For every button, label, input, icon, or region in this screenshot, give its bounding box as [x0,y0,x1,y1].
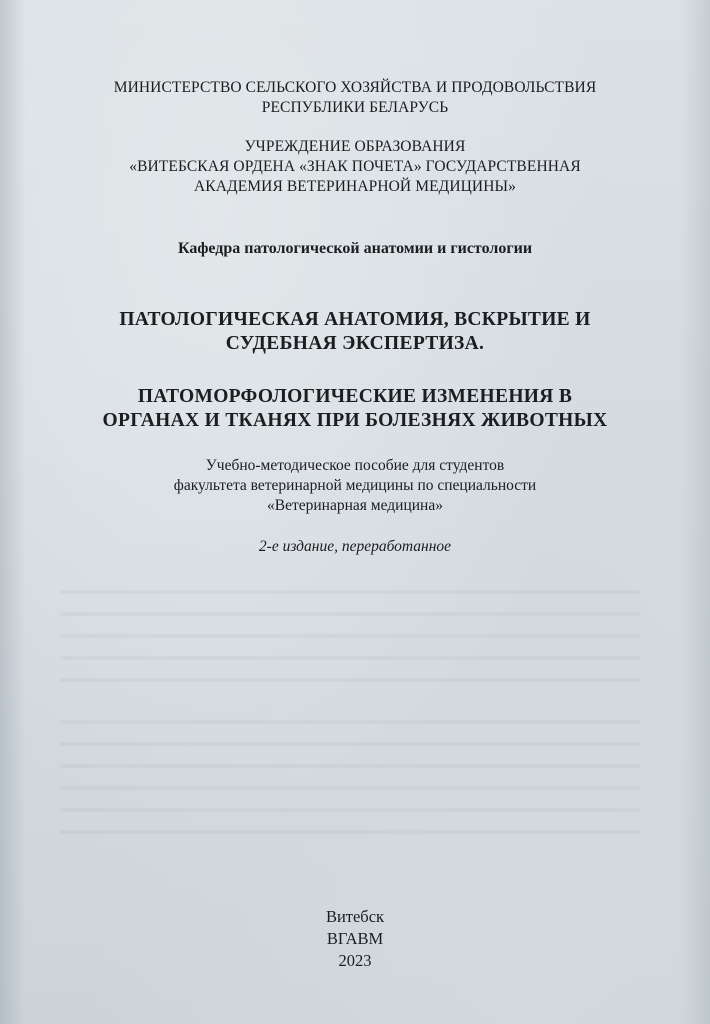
description-line-3: «Ветеринарная медицина» [267,497,443,514]
show-through-text-1 [60,590,640,700]
part-title-line-1: ПАТОМОРФОЛОГИЧЕСКИЕ ИЗМЕНЕНИЯ В [137,386,573,407]
imprint-publisher: ВГАВМ [326,929,384,948]
edition-note: 2-е издание, переработанное [258,538,452,555]
description-line-2: факультета ветеринарной медицины по специальности [173,477,537,494]
institution-line-2: «ВИТЕБСКАЯ ОРДЕНА «ЗНАК ПОЧЕТА» ГОСУДАРСТВЕННАЯ [129,158,581,175]
main-title-line-1: ПАТОЛОГИЧЕСКАЯ АНАТОМИЯ, ВСКРЫТИЕ И [119,309,591,330]
department-name: Кафедра патологической анатомии и гистологии [177,240,533,257]
description-line-1: Учебно-методическое пособие для студентов [205,457,505,474]
show-through-text-2 [60,720,640,850]
institution-line-1: УЧРЕЖДЕНИЕ ОБРАЗОВАНИЯ [244,138,466,155]
ministry-line-2: РЕСПУБЛИКИ БЕЛАРУСЬ [261,99,449,116]
imprint-year: 2023 [338,951,372,970]
imprint-city: Витебск [325,907,385,926]
main-title-line-2: СУДЕБНАЯ ЭКСПЕРТИЗА. [225,333,485,354]
institution-line-3: АКАДЕМИЯ ВЕТЕРИНАРНОЙ МЕДИЦИНЫ» [194,178,516,195]
ministry-line-1: МИНИСТЕРСТВО СЕЛЬСКОГО ХОЗЯЙСТВА И ПРОДОВОЛЬСТВИЯ [113,79,597,96]
part-title-line-2: ОРГАНАХ И ТКАНЯХ ПРИ БОЛЕЗНЯХ ЖИВОТНЫХ [102,410,608,431]
